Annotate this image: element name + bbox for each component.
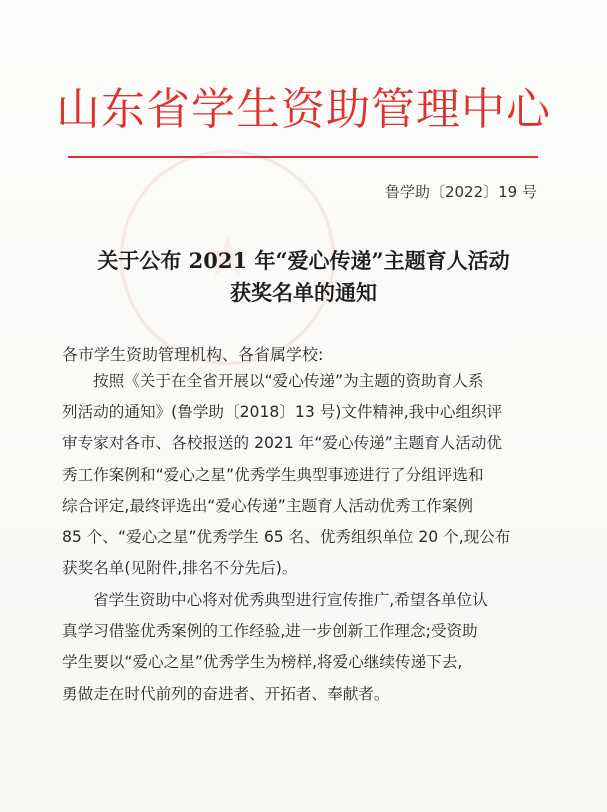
document-number: 鲁学助〔2022〕19 号 [384,183,537,201]
paragraph-line: 秀工作案例和“爱心之星”优秀学生典型事迹进行了分组评选和 [62,465,484,484]
paragraph-line: 按照《关于在全省开展以“爱心传递”为主题的资助育人系 [93,372,484,390]
issuing-org-header: 山东省学生资助管理中心 [56,84,551,135]
notice-title-line-2: 获奖名单的通知 [230,280,377,305]
paragraph-line: 勇做走在时代前列的奋进者、开拓者、奉献者。 [62,684,390,703]
red-divider-line [68,156,538,158]
body-paragraph-1 [62,366,552,584]
paragraph-line: 学生要以“爱心之星”优秀学生为榜样,将爱心继续传递下去, [62,653,463,672]
body-paragraph-2 [62,585,552,710]
paragraph-line: 综合评定,最终评选出“爱心传递”主题育人活动优秀工作案例 [62,496,473,515]
salutation: 各市学生资助管理机构、各省属学校: [62,345,324,364]
paragraph-line: 真学习借鉴优秀案例的工作经验,进一步创新工作理念;受资助 [62,622,478,641]
paragraph-line: 85 个、“爱心之星”优秀学生 65 名、优秀组织单位 20 个,现公布 [62,528,511,547]
notice-title [0,245,607,309]
paragraph-line: 审专家对各市、各校报送的 2021 年“爱心传递”主题育人活动优 [62,434,503,453]
notice-title-line-1: 关于公布 2021 年“爱心传递”主题育人活动 [97,248,510,273]
paragraph-line: 获奖名单(见附件,排名不分先后)。 [62,559,298,578]
paragraph-line: 列活动的通知》(鲁学助〔2018〕13 号)文件精神,我中心组织评 [62,403,503,422]
paragraph-line: 省学生资助中心将对优秀典型进行宣传推广,希望各单位认 [93,591,488,609]
